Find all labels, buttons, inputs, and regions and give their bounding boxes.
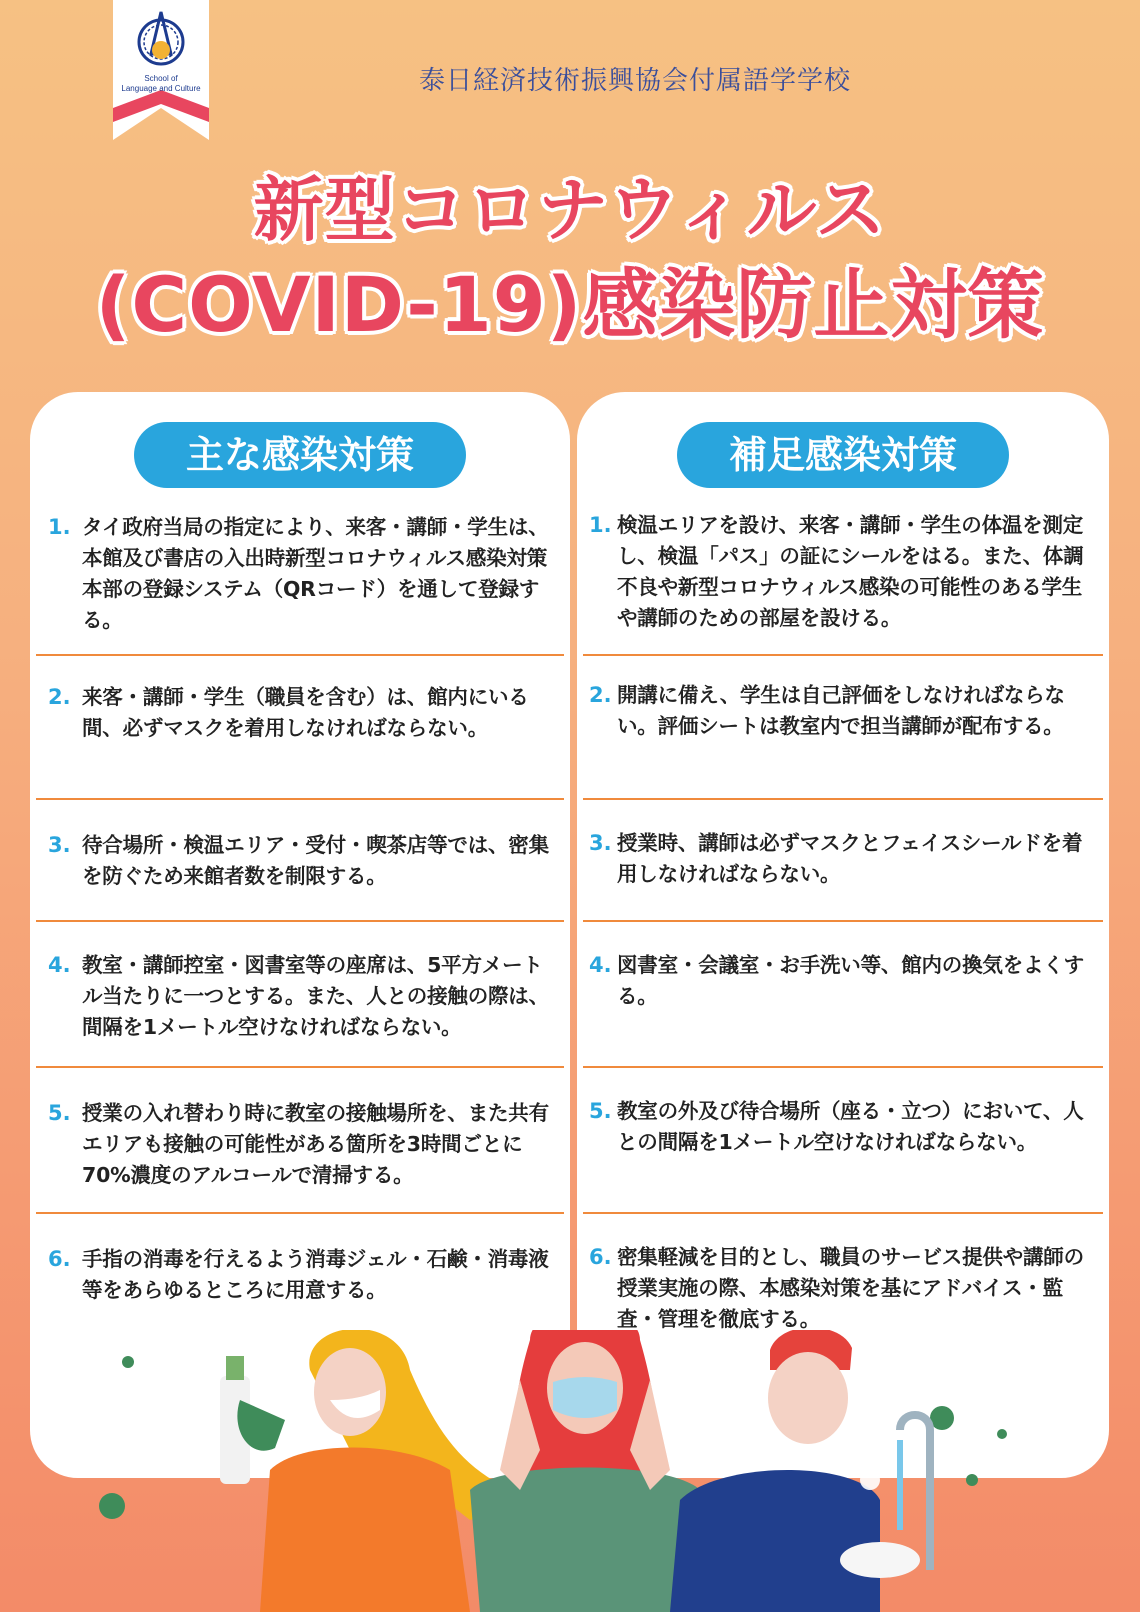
item-text: 授業の入れ替わり時に教室の接触場所を、また共有エリアも接触の可能性がある箇所を3時間ごとに70%濃度のアルコールで清掃する。 [82,1101,549,1187]
divider [36,798,564,800]
man-washing-hands-illustration [670,1330,930,1612]
item-text: 図書室・会議室・お手洗い等、館内の換気をよくする。 [617,953,1084,1008]
item-number: 6. [589,1245,612,1269]
illustration-people [0,1330,1140,1612]
item-text: 来客・講師・学生（職員を含む）は、館内にいる間、必ずマスクを着用しなければならない。 [82,685,529,740]
main-measures-card [30,392,570,1478]
item-number: 2. [589,683,612,707]
divider [583,654,1103,656]
page-title-line2: (COVID-19)感染防止対策 [95,260,1045,349]
divider [36,920,564,922]
item-number: 2. [48,685,71,709]
item-number: 5. [48,1101,71,1125]
item-number: 3. [48,833,71,857]
school-name: 泰日経済技術振興協会付属語学学校 [418,66,851,96]
divider [36,654,564,656]
item-number: 1. [589,513,612,537]
item-text: 授業時、講師は必ずマスクとフェイスシールドを着用しなければならない。 [617,831,1083,886]
item-number: 5. [589,1099,612,1123]
divider [583,1212,1103,1214]
item-text: 検温エリアを設け、来客・講師・学生の体温を測定し、検温「パス」の証にシールをはる。また、体調不良や新型コロナウィルス感染の可能性のある学生や講師のための部屋を設ける。 [617,513,1084,630]
item-text: 開講に備え、学生は自己評価をしなければならない。評価シートは教室内で担当講師が配布する。 [617,683,1065,738]
divider [583,920,1103,922]
item-text: タイ政府当局の指定により、来客・講師・学生は、本館及び書店の入出時新型コロナウィルス感染対策本部の登録システム（QRコード）を通して登録する。 [82,515,549,632]
item-number: 4. [48,953,71,977]
item-number: 3. [589,831,612,855]
item-number: 6. [48,1247,71,1271]
page-title-line1: 新型コロナウィルス [253,169,887,251]
main-measures-heading: 主な感染対策 [134,422,466,488]
logo-caption-line2: Language and Culture [121,84,201,93]
supplementary-measures-card [577,392,1109,1478]
divider [583,798,1103,800]
supplementary-measures-heading: 補足感染対策 [677,422,1009,488]
woman-with-mask-illustration [470,1330,700,1612]
item-text: 密集軽減を目的とし、職員のサービス提供や講師の授業実施の際、本感染対策を基にアドバイス・監査・管理を徹底する。 [617,1245,1084,1331]
item-number: 4. [589,953,612,977]
item-text: 手指の消毒を行えるよう消毒ジェル・石鹸・消毒液等をあらゆるところに用意する。 [82,1247,549,1302]
divider [583,1066,1103,1068]
item-text: 教室の外及び待合場所（座る・立つ）において、人との間隔を1メートル空けなければならない。 [617,1099,1084,1154]
item-number: 1. [48,515,71,539]
logo-caption-line1: School of [144,74,178,83]
item-text: 教室・講師控室・図書室等の座席は、5平方メートル当たりに一つとする。また、人との接触の際は、間隔を1メートル空けなければならない。 [82,953,549,1039]
item-text: 待合場所・検温エリア・受付・喫茶店等では、密集を防ぐため来館者数を制限する。 [82,833,549,888]
divider [36,1066,564,1068]
divider [36,1212,564,1214]
